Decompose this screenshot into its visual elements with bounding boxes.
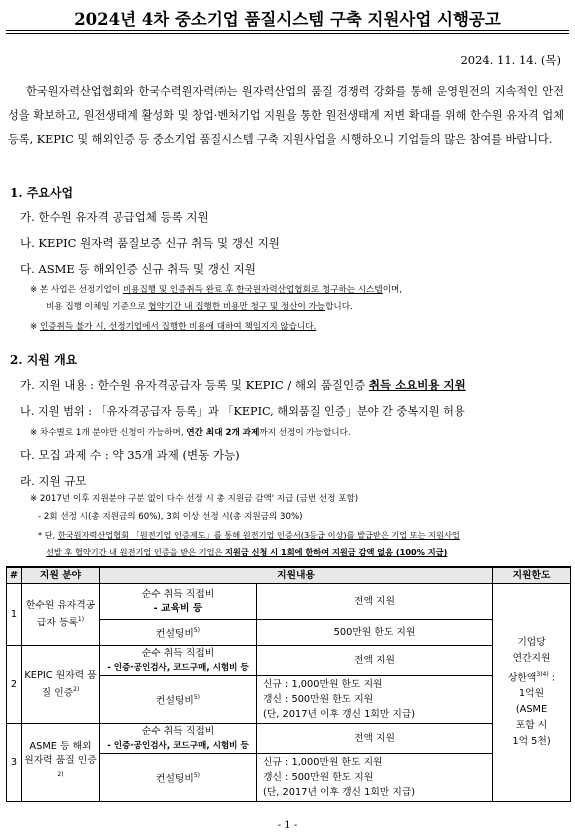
section1-note2: ※ 인증취득 불가 시, 선정기업에서 집행한 비용에 대하여 책임지지 않습니다. <box>30 322 317 332</box>
row-consulting: 컨설팅비$^{5)}$ <box>100 620 257 646</box>
section2-note-ra3: * 단, 한국원자력산업협회 「원전기업 인증제도」를 통해 원전기업 인증서(3등급 이상)를 발급받은 기업 또는 지원사업 <box>38 530 460 540</box>
section1-item-ga: 가. 한수원 유자격 공급업체 등록 지원 <box>20 210 209 224</box>
section2-item-ra: 라. 지원 규모 <box>20 474 87 488</box>
section2-note-ra2: - 2회 선정 시(총 지원금의 60%), 3회 이상 선정 시(총 지원금의 30%) <box>38 512 303 522</box>
notice-date: 2024. 11. 14. (목) <box>460 53 561 67</box>
section2-item-da: 다. 모집 과제 수 : 약 35개 과제 (변동 가능) <box>20 448 240 462</box>
row-field: ASME 등 해외 원자력 품질 인증$^{2)}$ <box>22 724 100 802</box>
title-divider-double <box>6 33 569 34</box>
section1-note1-cont: 비용 집행 이체일 기준으로 협약기간 내 집행한 비용만 청구 및 정산이 가능합니다. <box>46 302 353 312</box>
section2-item-na: 나. 지원 범위 : 「유자격공급자 등록」과 「KEPIC, 해외품질 인증」분야 간 중복지원 허용 <box>20 405 465 418</box>
section2-note-na: ※ 차수별로 1개 분야만 신청이 가능하며, 연간 최대 2개 과제까지 선정이 가능합니다. <box>30 428 351 438</box>
section2-note-ra4: 선발 후 협약기간 내 원전기업 인증을 받은 기업은 지원금 신청 시 1회에 한하여 지원금 감액 없음 (100% 지급) <box>46 547 448 557</box>
row-field: 한수원 유자격공급자 등록$^{1)}$ <box>22 584 100 646</box>
row-consulting: 컨설팅비$^{5)}$ <box>100 676 257 724</box>
table-header-num: # <box>7 567 22 584</box>
row-direct-cost: 순수 취득 직접비 - 인증·공인검사, 코드구매, 시험비 등 <box>100 724 257 754</box>
page-number: - 1 - <box>277 820 298 831</box>
support-table <box>6 566 571 802</box>
row-consulting-value: 신규 : 1,000만원 한도 지원 갱신 : 500만원 한도 지원 (단, 2017년 이후 갱신 1회만 지급) <box>257 754 493 802</box>
row-number: 1 <box>7 584 22 646</box>
table-row <box>7 724 571 754</box>
support-limit: 기업당 연간지원 상한액$^{3)4)}$ : 1억원 (ASME 포함 시 1억 5천) <box>493 584 571 802</box>
page-title: 2024년 4차 중소기업 품질시스템 구축 지원사업 시행공고 <box>74 10 501 29</box>
row-direct-cost: 순수 취득 직접비 - 교육비 등 <box>100 584 257 620</box>
section1-item-da: 다. ASME 등 해외인증 신규 취득 및 갱신 지원 <box>20 262 256 276</box>
section2-item-ga: 가. 지원 내용 : 한수원 유자격공급자 등록 및 KEPIC / 해외 품질인증 취득 소요비용 지원 <box>20 378 466 392</box>
section1-heading: 1. 주요사업 <box>10 186 74 200</box>
section1-item-na: 나. KEPIC 원자력 품질보증 신규 취득 및 갱신 지원 <box>20 236 280 250</box>
row-direct-cost-value: 전액 지원 <box>257 724 493 754</box>
row-consulting-value: 500만원 한도 지원 <box>257 620 493 646</box>
row-number: 2 <box>7 646 22 724</box>
row-consulting: 컨설팅비$^{5)}$ <box>100 754 257 802</box>
row-consulting-value: 신규 : 1,000만원 한도 지원 갱신 : 500만원 한도 지원 (단, 2017년 이후 갱신 1회만 지급) <box>257 676 493 724</box>
intro-paragraph: 한국원자력산업협회와 한국수력원자력㈜는 원자력산업의 품질 경쟁력 강화를 통해 운영원전의 지속적인 안전성을 확보하고, 원전생태계 활성화 및 창업·벤처기업 지원을 통한 원전생태계 저변 확대를 위해 한수원 유자격 업체 등록, KEPIC 및 해외인증 등 중소기업 품질시스템 구축 지원사업을 시행하오니 기업들의 많은 참여를 바랍니다. <box>8 85 564 146</box>
table-header-row <box>7 567 571 584</box>
table-header-field: 지원 분야 <box>22 567 100 584</box>
row-direct-cost: 순수 취득 직접비 - 인증·공인검사, 코드구매, 시험비 등 <box>100 646 257 676</box>
row-direct-cost-value: 전액 지원 <box>257 584 493 620</box>
table-header-content: 지원내용 <box>100 567 493 584</box>
table-row <box>7 646 571 676</box>
table-row <box>7 584 571 620</box>
row-field: KEPIC 원자력 품질 인증$^{2)}$ <box>22 646 100 724</box>
section1-note1: ※ 본 사업은 선정기업이 비용집행 및 인증취득 완료 후 한국원자력산업협회로 청구하는 시스템이며, <box>30 285 403 295</box>
row-direct-cost-value: 전액 지원 <box>257 646 493 676</box>
row-number: 3 <box>7 724 22 802</box>
section2-note-ra1: ※ 2017년 이후 지원분야 구분 없이 다수 선정 시 총 지원금 감액' 지급 (금번 선정 포함) <box>30 494 359 504</box>
section2-heading: 2. 지원 개요 <box>10 353 78 367</box>
table-header-limit: 지원한도 <box>493 567 571 584</box>
title-divider <box>6 30 569 31</box>
